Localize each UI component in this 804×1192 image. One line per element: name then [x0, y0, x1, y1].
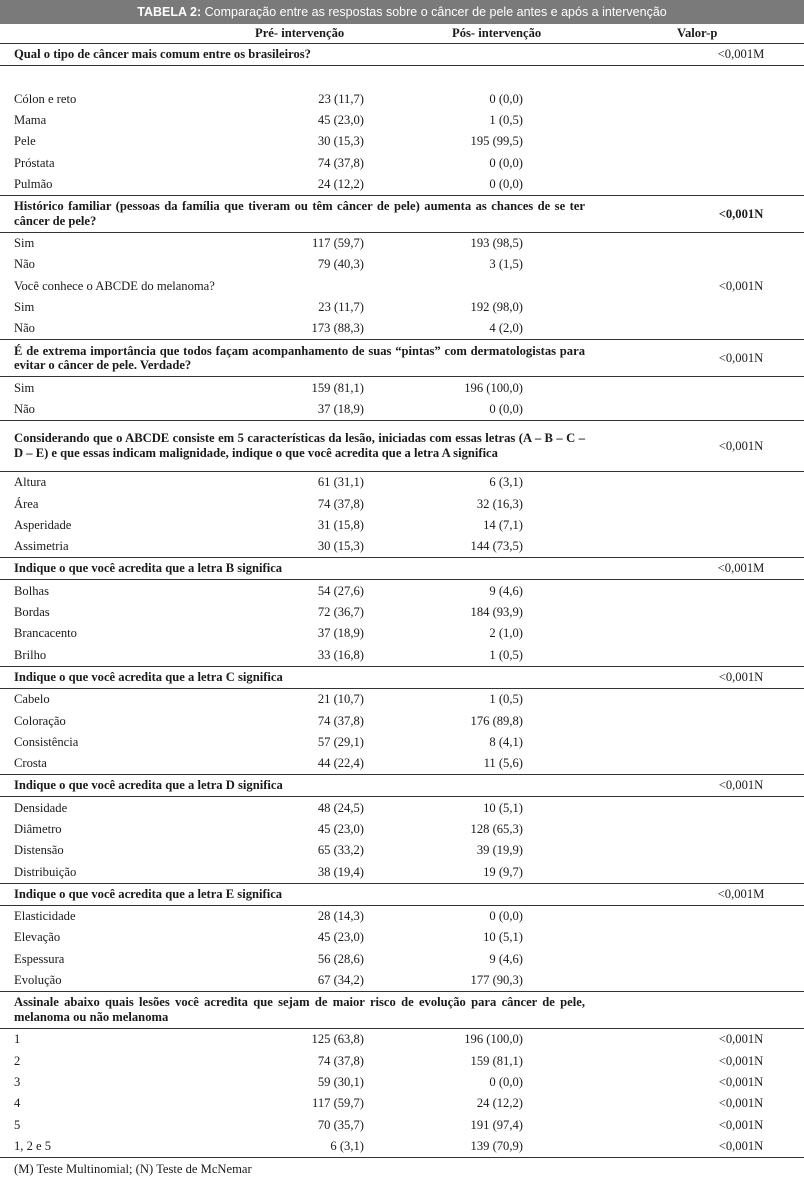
pre-value: 59 (30,1)	[317, 1074, 364, 1089]
pos-value: 0 (0,0)	[489, 155, 523, 170]
table-row	[0, 110, 804, 131]
row-label: Mama	[14, 112, 47, 127]
row-label: Densidade	[14, 800, 68, 815]
pos-value: 14 (7,1)	[483, 517, 523, 532]
pre-value: 74 (37,8)	[317, 713, 364, 728]
table-row	[0, 1072, 804, 1093]
table-row	[0, 493, 804, 514]
p-value	[603, 948, 804, 969]
question-row	[0, 558, 804, 580]
row-label: Próstata	[14, 155, 55, 170]
table-row	[0, 602, 804, 623]
pos-value: 19 (9,7)	[483, 864, 523, 879]
table-row	[0, 797, 804, 819]
results-table	[0, 24, 804, 1157]
question-row	[0, 44, 804, 66]
pre-value: 23 (11,7)	[318, 91, 364, 106]
row-label: 5	[14, 1117, 21, 1132]
p-value	[603, 580, 804, 602]
table-row	[0, 318, 804, 340]
pre-value: 173 (88,3)	[311, 321, 364, 336]
row-label: Pele	[14, 134, 36, 149]
pre-value: 74 (37,8)	[317, 496, 364, 511]
pre-value: 48 (24,5)	[317, 800, 364, 815]
table-row	[0, 580, 804, 602]
row-label: Crosta	[14, 756, 47, 771]
pre-value: 30 (15,3)	[317, 134, 364, 149]
row-label: Pulmão	[14, 176, 53, 191]
table-row	[0, 131, 804, 152]
pos-value: 192 (98,0)	[470, 300, 523, 315]
column-header-row	[0, 24, 804, 44]
row-label: Consistência	[14, 734, 79, 749]
table-row	[0, 688, 804, 710]
pos-value: 177 (90,3)	[470, 973, 523, 988]
table-row	[0, 905, 804, 927]
pre-value: 33 (16,8)	[317, 647, 364, 662]
pos-value: 1 (0,5)	[489, 647, 523, 662]
pos-value: 159 (81,1)	[470, 1053, 523, 1068]
column-header-pre: Pré- intervenção	[255, 26, 345, 40]
pos-value: 139 (70,9)	[470, 1138, 523, 1153]
question-p-value: <0,001M	[603, 558, 804, 580]
row-label: Sim	[14, 236, 35, 251]
pre-value: 117 (59,7)	[312, 236, 364, 251]
p-value	[603, 399, 804, 421]
pre-value: 57 (29,1)	[317, 734, 364, 749]
pos-value: 0 (0,0)	[489, 909, 523, 924]
p-value	[603, 254, 804, 275]
table-row	[0, 731, 804, 752]
question-p-value	[603, 991, 804, 1028]
pre-value: 67 (34,2)	[317, 973, 364, 988]
pre-value: 65 (33,2)	[317, 843, 364, 858]
row-label: Coloração	[14, 713, 66, 728]
pre-value: 45 (23,0)	[317, 822, 364, 836]
pos-value: 4 (2,0)	[489, 321, 523, 336]
pos-value: 10 (5,1)	[483, 930, 523, 945]
row-label: Elevação	[14, 930, 61, 945]
row-label: Você conhece o ABCDE do melanoma?	[14, 278, 215, 293]
table-row	[0, 710, 804, 731]
p-value	[603, 377, 804, 399]
pre-value: 30 (15,3)	[317, 539, 364, 554]
pos-value: 8 (4,1)	[489, 734, 523, 749]
table-row	[0, 1050, 804, 1071]
p-value	[603, 514, 804, 535]
p-value	[603, 173, 804, 195]
p-value	[603, 688, 804, 710]
row-label: Não	[14, 401, 35, 416]
pos-value: 24 (12,2)	[476, 1096, 523, 1111]
row-label: Altura	[14, 475, 47, 490]
table-title-text: Comparação entre as respostas sobre o câncer de pele antes e após a intervenção	[204, 5, 667, 19]
pos-value: 196 (100,0)	[464, 380, 523, 395]
question-row	[0, 883, 804, 905]
p-value	[603, 318, 804, 340]
p-value	[603, 731, 804, 752]
p-value	[603, 644, 804, 666]
pos-value: 10 (5,1)	[483, 800, 523, 815]
row-label: Elasticidade	[14, 909, 76, 924]
table-row	[0, 399, 804, 421]
p-value	[603, 471, 804, 493]
pre-value: 45 (23,0)	[317, 112, 364, 127]
table-row	[0, 927, 804, 948]
pos-value: 144 (73,5)	[470, 539, 523, 554]
pre-value: 74 (37,8)	[317, 1053, 364, 1068]
pre-value: 24 (12,2)	[317, 176, 364, 191]
question-p-value: <0,001N	[603, 340, 804, 377]
pos-value: 176 (89,8)	[470, 713, 523, 728]
table-row	[0, 88, 804, 109]
pre-value: 44 (22,4)	[317, 756, 364, 771]
p-value	[603, 905, 804, 927]
question-p-value: <0,001N	[603, 195, 804, 232]
pre-value: 72 (36,7)	[317, 605, 364, 620]
row-label: Brilho	[14, 647, 47, 662]
p-value	[603, 88, 804, 109]
table-row	[0, 1114, 804, 1135]
table-row	[0, 377, 804, 399]
p-value	[603, 536, 804, 558]
table-row	[0, 297, 804, 318]
table-row	[0, 1093, 804, 1114]
row-label: Assimetria	[14, 539, 69, 554]
row-label: Bolhas	[14, 583, 49, 598]
question-p-value: <0,001N	[603, 666, 804, 688]
pre-value: 125 (63,8)	[311, 1032, 364, 1047]
pos-value: 0 (0,0)	[489, 401, 523, 416]
pre-value: 31 (15,8)	[317, 517, 364, 532]
question-text: Assinale abaixo quais lesões você acredita que sejam de maior risco de evolução para câncer de pele, melanoma ou não melanoma	[0, 991, 603, 1028]
table-row	[0, 173, 804, 195]
pre-value: 6 (3,1)	[330, 1138, 364, 1153]
spacer-row	[0, 66, 804, 89]
question-text: É de extrema importância que todos façam acompanhamento de suas “pintas” com dermatologistas para evitar o câncer de pele. Verdade?	[0, 340, 603, 377]
p-value	[603, 297, 804, 318]
p-value: <0,001N	[718, 1096, 764, 1111]
p-value	[603, 840, 804, 861]
row-label: Não	[14, 257, 35, 272]
p-value	[603, 493, 804, 514]
pos-value: 196 (100,0)	[464, 1032, 523, 1047]
p-value	[603, 927, 804, 948]
pre-value: 159 (81,1)	[311, 380, 364, 395]
p-value	[603, 152, 804, 173]
question-p-value: <0,001M	[603, 883, 804, 905]
row-label: Cabelo	[14, 692, 50, 707]
pos-value	[402, 275, 603, 296]
table-row	[0, 1028, 804, 1050]
results-table-body	[0, 24, 804, 1157]
row-label: Distensão	[14, 843, 64, 858]
table-row	[0, 232, 804, 254]
table-row	[0, 840, 804, 861]
pre-value: 70 (35,7)	[317, 1117, 364, 1132]
question-row	[0, 420, 804, 471]
pos-value: 9 (4,6)	[489, 951, 523, 966]
row-label: Área	[14, 496, 39, 511]
question-row	[0, 775, 804, 797]
table-row	[0, 471, 804, 493]
pos-value: 2 (1,0)	[489, 626, 523, 641]
pre-value: 28 (14,3)	[317, 909, 364, 924]
p-value	[603, 861, 804, 883]
p-value	[603, 110, 804, 131]
pos-value: 1 (0,5)	[489, 692, 523, 707]
pre-value	[201, 275, 402, 296]
table-row	[0, 970, 804, 992]
table-row	[0, 623, 804, 644]
p-value: <0,001N	[718, 1032, 764, 1047]
pre-value: 61 (31,1)	[317, 475, 364, 490]
question-text: Indique o que você acredita que a letra E significa	[0, 883, 603, 905]
p-value	[603, 710, 804, 731]
pre-value: 79 (40,3)	[317, 257, 364, 272]
p-value	[603, 753, 804, 775]
p-value: <0,001N	[718, 278, 764, 293]
pos-value: 11 (5,6)	[483, 756, 523, 771]
pos-value: 1 (0,5)	[489, 112, 523, 127]
p-value: <0,001N	[718, 1053, 764, 1068]
question-row	[0, 666, 804, 688]
pos-value: 191 (97,4)	[470, 1117, 523, 1132]
pos-value: 39 (19,9)	[476, 843, 523, 858]
row-label: 1, 2 e 5	[14, 1138, 52, 1153]
question-row	[0, 340, 804, 377]
question-row	[0, 195, 804, 232]
pre-value: 45 (23,0)	[317, 930, 364, 945]
table-row	[0, 819, 804, 840]
pos-value: 0 (0,0)	[489, 91, 523, 106]
table-row	[0, 948, 804, 969]
column-header-pvalue: Valor-p	[677, 26, 718, 40]
row-label: Distribuição	[14, 864, 77, 879]
question-p-value: <0,001M	[603, 44, 804, 66]
pre-value: 117 (59,7)	[312, 1096, 364, 1111]
table-row	[0, 275, 804, 296]
question-text: Indique o que você acredita que a letra B significa	[0, 558, 603, 580]
pos-value: 3 (1,5)	[489, 257, 523, 272]
pos-value: 193 (98,5)	[470, 236, 523, 251]
row-label: Sim	[14, 300, 35, 315]
pos-value: 128 (65,3)	[470, 822, 523, 836]
column-header-pos: Pós- intervenção	[452, 26, 542, 40]
pre-value: 56 (28,6)	[317, 951, 364, 966]
table-row	[0, 254, 804, 275]
pos-value: 9 (4,6)	[489, 583, 523, 598]
row-label: Não	[14, 321, 35, 336]
p-value	[603, 232, 804, 254]
p-value	[603, 819, 804, 840]
row-label: Brancacento	[14, 626, 77, 641]
pos-value: 32 (16,3)	[476, 496, 523, 511]
table-title-label: TABELA 2:	[137, 5, 202, 19]
question-text: Indique o que você acredita que a letra D significa	[0, 775, 603, 797]
pre-value: 74 (37,8)	[317, 155, 364, 170]
pre-value: 21 (10,7)	[317, 692, 364, 707]
row-label: Espessura	[14, 951, 65, 966]
p-value: <0,001N	[718, 1138, 764, 1153]
table-row	[0, 1135, 804, 1156]
p-value	[603, 131, 804, 152]
p-value	[603, 602, 804, 623]
pre-value: 38 (19,4)	[317, 864, 364, 879]
question-text: Considerando que o ABCDE consiste em 5 características da lesão, iniciadas com essas letras (A – B – C – D – E) e que essas indicam malignidade, indique o que você acredita que a letra A significa	[0, 420, 603, 471]
p-value: <0,001N	[718, 1074, 764, 1089]
question-text: Indique o que você acredita que a letra C significa	[0, 666, 603, 688]
pos-value: 0 (0,0)	[489, 1074, 523, 1089]
table-title	[0, 0, 804, 24]
pos-value: 195 (99,5)	[470, 134, 523, 149]
table-row	[0, 644, 804, 666]
row-label: 2	[14, 1053, 21, 1068]
row-label: Evolução	[14, 973, 62, 988]
question-p-value: <0,001N	[603, 775, 804, 797]
question-p-value: <0,001N	[603, 420, 804, 471]
p-value: <0,001N	[718, 1117, 764, 1132]
pre-value: 54 (27,6)	[317, 583, 364, 598]
row-label: Cólon e reto	[14, 91, 77, 106]
table-row	[0, 514, 804, 535]
row-label: 4	[14, 1096, 21, 1111]
row-label: Asperidade	[14, 517, 72, 532]
pos-value: 0 (0,0)	[489, 176, 523, 191]
row-label: 3	[14, 1074, 21, 1089]
pos-value: 6 (3,1)	[489, 475, 523, 490]
p-value	[603, 970, 804, 992]
p-value	[603, 797, 804, 819]
table-row	[0, 753, 804, 775]
table-row	[0, 536, 804, 558]
table-row	[0, 861, 804, 883]
pos-value: 184 (93,9)	[470, 605, 523, 620]
pre-value: 23 (11,7)	[318, 300, 364, 315]
table-row	[0, 152, 804, 173]
question-text: Qual o tipo de câncer mais comum entre os brasileiros?	[0, 44, 603, 66]
table-footnote: (M) Teste Multinomial; (N) Teste de McNemar	[0, 1157, 804, 1177]
question-text: Histórico familiar (pessoas da família que tiveram ou têm câncer de pele) aumenta as chances de se ter câncer de pele?	[0, 195, 603, 232]
question-row	[0, 991, 804, 1028]
pre-value: 37 (18,9)	[317, 401, 364, 416]
row-label: Bordas	[14, 605, 50, 620]
row-label: Diâmetro	[14, 822, 62, 836]
row-label: Sim	[14, 380, 35, 395]
pre-value: 37 (18,9)	[317, 626, 364, 641]
row-label: 1	[14, 1032, 21, 1047]
p-value	[603, 623, 804, 644]
